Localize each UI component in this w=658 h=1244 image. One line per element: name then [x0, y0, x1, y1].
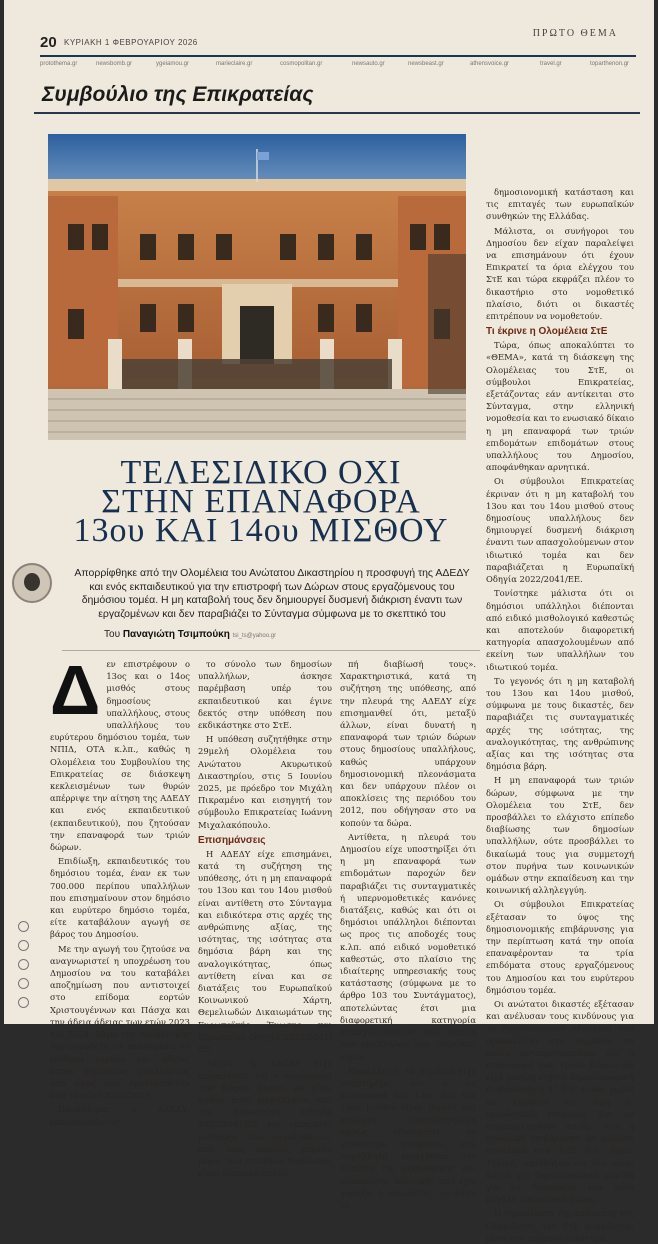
paragraph: δημοσιονομική κατάσταση και τις επιταγές των ευρωπαϊκών συνθηκών της Ελλάδας.: [486, 187, 634, 222]
paragraph: Η δημοσίευση της απόφασης της Ολομέλειας του ΣτΕ αναμένεται μέσα στο επόμενο διάστημα.: [486, 1208, 634, 1243]
section-title: Συμβούλιο της Επικρατείας: [42, 83, 314, 106]
paragraph: Η υπόθεση συζητήθηκε στην 29μελή Ολομέλεια του Ανώτατου Ακυρωτικού Δικαστηρίου, στις 5 Ιουνίου 2025, με πρόεδρο τον Μιχάλη Πικραμένο και εισηγητή τον σύμβουλο Επικρατείας Ιωάννη Μιχαλακόπουλο.: [198, 734, 332, 830]
paragraph: Η ΑΔΕΔΥ είχε επισημάνει, κατά τη συζήτηση της υπόθεσης, ότι η μη επαναφορά του 13ου και του 14ου μισθού είναι αντίθετη στο Σύνταγμα και ειδικότερα στις αρχές της ανθρώπινης αξίας, της ισότητας, της ισότητας στα δημόσια βάρη και της αναλογικότητας, όπως αντίθετη είναι και σε διατάξεις του Ευρωπαϊκού Κοινωνικού Χάρτη, Θεμελιωδών Δικαιωμάτων της Ευρωπαϊκής Ένωσης και Ευρωπαϊκή Οδηγία 2022/2041/ΕΕ.: [198, 848, 332, 1055]
binder-hole: [18, 921, 29, 932]
url-item: cosmopolitan.gr: [280, 61, 323, 67]
section-divider: [34, 112, 640, 114]
url-item: travel.gr: [540, 61, 562, 67]
paragraph: Οι σύμβουλοι Επικρατείας έκριναν ότι η μη καταβολή του 13ου και του 14ου μισθού στους δημοσίους υπαλλήλους δεν δημιουργεί δυσμενή διάκριση έναντι των απασχολούμενων στον ιδιωτικό τομέα και δεν παραβιάζεται η Ευρωπαϊκή Οδηγία 2022/2041/ΕΕ.: [486, 476, 635, 585]
paragraph: Με την αγωγή του ζητούσε να αναγνωριστεί η υποχρέωση του Δημοσίου να του καταβάλει αποζημίωση που αντιστοιχεί στο επίδομα εορτών Χριστουγέννων και Πάσχα και την άδεια άδειας των ετών 2023 και 2024, λόγω της παράλειψης του νομοθέτη να επαναφέρει το επίδομα εορτών και αδείας στους δημόσιους υπαλλήλους στο ύψος που προβλέπονταν από το νόμο 3205/2003.: [50, 943, 190, 1101]
paragraph: Οι ανώτατοι δικαστές εξέτασαν και ανέλυσαν τους κινδύνους για τη δημοσιονομική αδυναμία που προκαλείται στο Δημόσιο, τα οποία αντιπροσωπεύουν ότι η επαναφορά των τριών δώρων θα είχε μόνιμη ετήσια δημοσιονομική επιβάρυνση 1,37 δισ. ευρώ, χωρίς να ληφθούν υπ' όψη οι εργοδοτικές εισφορές. Και αν συμπεριληφθούν αυτές, τότε η συνολική επιβάρυνση θα ανέλθει συνολικά στα 1,55 δισ. ευρώ. Τελικά, κατέληξαν ότι δεν είναι άριμα για δημοσιονομικά μεγέθη για να δεσμεύουν ένα τόσο μεγάλο οικονομικό βάρος.: [486, 999, 634, 1205]
paragraph: Ακόμη, η ΑΔΕΔΥ είχε επικαλεστεί ότι η επαναφορά των δώρων πρέπει να γίνει καθώς αυτό επιβάλλεται από την Ευρωπαϊκή Οδηγία 2022/2041/ΕΕ για «επαρκείς μισθούς» των εργαζομένων, από τους οποίους μεγάλο μέρος των επιπέδων διαβίωσης είναι διασφαλισμένο.: [198, 1058, 332, 1179]
page-number: 20: [40, 34, 57, 51]
headline-line: ΣΤΗΝ ΕΠΑΝΑΦΟΡΑ: [101, 483, 421, 520]
headline-line: 13ου ΚΑΙ 14ου ΜΙΣΘΟΥ: [73, 512, 449, 549]
url-item: protothema.gr: [40, 61, 78, 67]
url-item: marieclaire.gr: [216, 61, 253, 67]
paragraph: Μάλιστα, οι συνήγοροι του Δημοσίου δεν είχαν παραλείψει να επισημάνουν ότι έχουν Επικρατεί τα όρια ελέγχου του ΣτΕ και τώρα εκφράζει πλέον το δικαστήριο στο νομοθετικό πλαίσιο, διότι οι δικαστές επιτρέπουν να νομοθετούν.: [486, 225, 634, 322]
url-item: newsauto.gr: [352, 61, 385, 67]
url-item: ygeiamou.gr: [156, 61, 190, 67]
paragraph: εν επιστρέφουν ο 13ος και ο 14ος μισθός στους δημοσίους υπαλλήλους, στους υπαλλήλους του ευρύτερου δημόσιου τομέα, των ΝΠΙΔ, ΟΤΑ κ.λπ., καθώς η Ολομέλεια του Συμβουλίου της Επικρατείας σε διάσκεψη κεκλεισμένων των θυρών απέρριψε την αίτηση της ΑΔΕΔΥ και ενός εκπαιδευτικού (εκπαιδευτικού), που ζητούσαν την επαναφορά των τριών δώρων.: [50, 659, 190, 853]
url-item: toparthenon.gr: [590, 61, 630, 67]
article-column-3: [340, 658, 476, 1210]
binder-hole: [18, 997, 29, 1008]
article-headline: [46, 454, 476, 549]
subheading: Επισημάνσεις: [198, 834, 266, 846]
paragraph: Επιδίωξη, εκπαιδευτικός του δημόσιου τομέα, έναν εκ των 700.000 περίπου υπαλλήλων που επισημαίνουν στον δημόσιο και ευρύτερο δημόσιο τομέα, είτε καταβάλουν αγωγή σε βάρος του Δημοσίου.: [50, 856, 190, 940]
article-lede: Απορρίφθηκε από την Ολομέλεια του Ανώτατου Δικαστηρίου η προσφυγή της ΑΔΕΔΥ και ενός εκπαιδευτικού για την επιστροφή των Δώρων στους εργαζόμενους του δημόσιου τομέα. Η μη καταβολή τους δεν δημιουργεί δυσμενή διάκριση έναντι των εργαζομένων και δεν παραβιάζει το Σύνταγμα σύμφωνα με το σκεπτικό του: [74, 567, 470, 620]
binder-hole: [18, 940, 29, 951]
paragraph: Τώρα, όπως αποκαλύπτει το «ΘΕΜΑ», κατά τη διάσκεψη της Ολομέλειας του ΣτΕ, οι σύμβουλοι Επικρατείας, εξετάζοντας εάν αντίκειται στο Σύνταγμα, στην ελληνική νομοθεσία και το ενωσιακό δίκαιο η μη επαναφορά των τριών επιδομάτων επιδομάτων στους υπαλλήλους του Δημοσίου, αποφάνθηκαν αρνητικά.: [486, 340, 634, 473]
article-column-4: [486, 186, 635, 1243]
url-item: athensvoice.gr: [470, 61, 510, 67]
masthead: ΠΡΩΤΟ ΘΕΜΑ: [532, 28, 618, 39]
binder-hole: [18, 978, 29, 989]
binder-hole: [18, 959, 29, 970]
paragraph: Οι σύμβουλοι Επικρατείας εξέτασαν το ύψος της δημοσιονομικής επιβάρυνσης για την περίπτωση κατά την οποία επαναφέρονταν τα τρία επιδόματα στους εργαζόμενους του Δημοσίου και του ευρύτερου δημόσιου τομέα.: [486, 899, 634, 995]
paragraph: Η μη επαναφορά των τριών δώρων, σύμφωνα με την Ολομέλεια του ΣτΕ, δεν προσβάλλει το ελάχιστο επίπεδο διαβίωσης των δημοσίων υπαλλήλων, ούτε προσβάλλει το δικαίωμά τους για συμμετοχή στον πυρήνα των κοινωνικών ομάδων στην εκπαίδευση και την κοινωνική αλληλεγγύη.: [486, 775, 634, 896]
paragraph: το σύνολο των δημοσίων υπαλλήλων, άσκησε παρέμβαση υπέρ του εκπαιδευτικού και έγινε δεκτός στην υπόθεση που εκδικάστηκε στο ΣτΕ.: [198, 659, 332, 731]
paragraph: Παράλληλα, το Δημόσιο είχε υποστηρίξει ότι η μη επαναφορά του 13ου και του 14ου μισθού είναι θεμιτή και απόλυτα δικαιολογημένη καθώς εξυπηρετεί το γενικότερο συμφέρον, ενώ παράλληλα ενισχύεται στο πλαίσιο της οικονομικής και κοινωνικής πολιτικής που έχει χαράξει ο νομοθέτης, με βάση τη: [340, 1065, 476, 1210]
author-email: tsi_ts@yahoo.gr: [232, 633, 277, 639]
author-name: Παναγιώτη Τσιμπούκη: [122, 629, 230, 640]
article-column-2: [198, 658, 332, 1179]
paragraph: Το γεγονός ότι η μη καταβολή του 13ου και 14ου μισθού, σύμφωνα με τους δικαστές, δεν παραβιάζει τις συνταγματικές αρχές της ισότητας, της αναλογικότητας, της ανθρώπινης αξίας και της ισότητας στα δημόσια βάρη.: [486, 675, 634, 772]
paragraph: Τονίστηκε μάλιστα ότι οι δημόσιοι υπάλληλοι διέπονται από ειδικό μισθολογικό καθεστώς και αποτελούν διαφορετική κατηγορία απασχολουμένων από εκείνη των υπαλλήλων του ιδιωτικού τομέα.: [486, 588, 634, 672]
subheading: Τι έκρινε η Ολομέλεια ΣτΕ: [486, 326, 608, 338]
drop-cap: Δ: [50, 651, 101, 729]
issue-date: ΚΥΡΙΑΚΗ 1 ΦΕΒΡΟΥΑΡΙΟΥ 2026: [64, 38, 198, 47]
paragraph: Παράλληλα, η ΑΔΕΔΥ, εκπροσωπώντας: [50, 1104, 190, 1127]
author-avatar: [12, 563, 52, 603]
paragraph: Αντίθετα, η πλευρά του Δημοσίου είχε υποστηρίξει ότι η μη επαναφορά των επιδομάτων παροχών δεν παραβιάζει τις συνταγματικές ή υπερνομοθετικές κανόνες διατάξεις, καθώς και ότι οι δημόσιοι υπάλληλοι διέπονται ως προς τις αποδοχές τους κ.λπ. από ειδικό νομοθετικό καθεστώς, στο πλαίσιο της ιδιαίτερης υπηρεσιακής τους κατάστασης (σύμφωνα με το άρθρο 103 του Συντάγματος), αποτελώντας έτσι μια διαφορετική κατηγορία απασχολούμενων από εκείνη των υπαλλήλων του ιδιωτικού τομέα.: [340, 831, 476, 1062]
url-item: newsbomb.gr: [96, 61, 133, 67]
binder-holes: [18, 921, 29, 1016]
url-item: newsbeast.gr: [408, 61, 444, 67]
article-column-1: [50, 651, 190, 1127]
url-strip: [40, 55, 636, 75]
building-photo: [48, 134, 466, 440]
byline: [104, 629, 276, 640]
paragraph: πή διαβίωσή τους». Χαρακτηριστικά, κατά τη συζήτηση της υπόθεσης, από την πλευρά της ΑΔΕΔΥ είχε επισημανθεί ότι, μεταξύ άλλων, είναι δυνατή η επαναφορά των τριών δώρων στους δημοσίους υπαλλήλους, καθώς υπάρχουν δημοσιονομική πλεονάσματα και δεν υπάρχουν πλέον οι αποκλίσεις της περιόδου του 2012, που οδήγησαν στο να κοπούν τα δώρα.: [340, 659, 476, 828]
headline-line: ΤΕΛΕΣΙΔΙΚΟ ΟΧΙ: [120, 454, 402, 491]
byline-prefix: Του: [104, 629, 121, 640]
newspaper-page: [4, 0, 654, 1243]
divider: [62, 650, 480, 651]
